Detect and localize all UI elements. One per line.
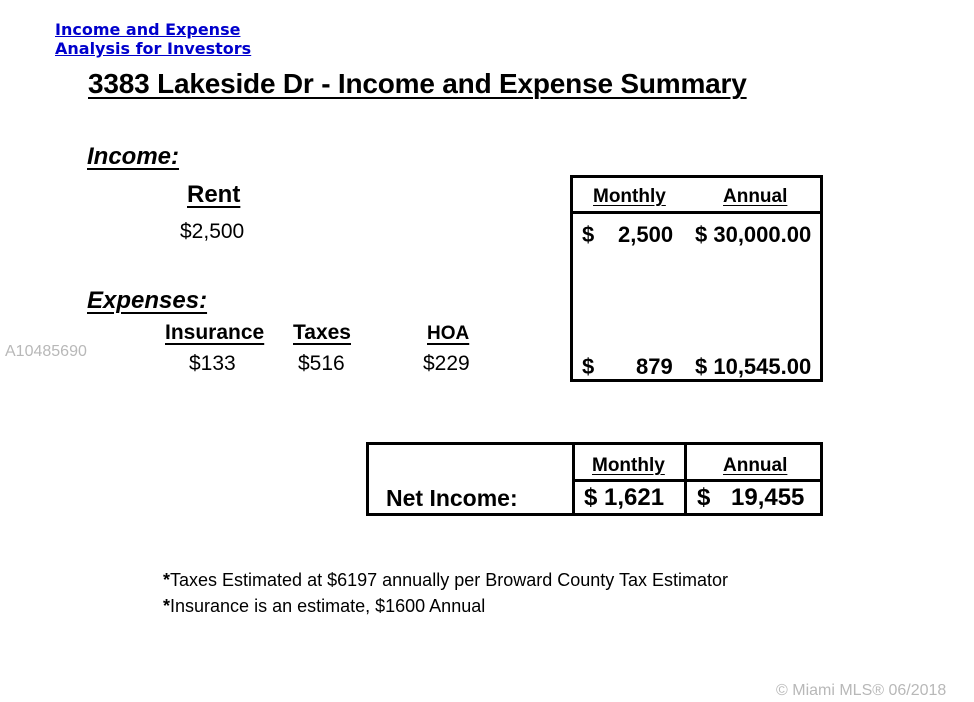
net-income-label: Net Income: bbox=[386, 485, 518, 511]
taxes-note bbox=[163, 570, 728, 591]
taxes-note-star: * bbox=[163, 570, 171, 590]
expense-dollar-sign: $ bbox=[582, 354, 595, 379]
copyright-watermark: © Miami MLS® 06/2018 bbox=[776, 682, 947, 699]
summary-table bbox=[570, 175, 823, 382]
rent-label: Rent bbox=[187, 181, 241, 208]
income-dollar-sign: $ bbox=[582, 222, 595, 247]
income-heading: Income: bbox=[87, 143, 180, 170]
expenses-heading: Expenses: bbox=[87, 287, 208, 314]
taxes-value: $516 bbox=[298, 352, 345, 375]
insurance-value: $133 bbox=[189, 352, 236, 375]
income-monthly-value: 2,500 bbox=[618, 222, 674, 247]
summary-annual-header: Annual bbox=[723, 186, 788, 207]
net-annual-dollar-sign: $ bbox=[697, 484, 711, 511]
net-annual-header: Annual bbox=[723, 455, 788, 476]
taxes-label: Taxes bbox=[293, 321, 351, 344]
net-monthly-value: $ 1,621 bbox=[584, 484, 665, 511]
taxes-note-text: Taxes Estimated at $6197 annually per Broward County Tax Estimator bbox=[170, 570, 728, 590]
income-expense-analysis-link[interactable] bbox=[55, 20, 251, 58]
expense-monthly-value: 879 bbox=[636, 354, 673, 379]
link-line-2: Analysis for Investors bbox=[55, 39, 252, 58]
hoa-value: $229 bbox=[423, 352, 470, 375]
income-annual-value: $ 30,000.00 bbox=[695, 222, 812, 247]
rent-value: $2,500 bbox=[180, 220, 245, 243]
hoa-label: HOA bbox=[427, 323, 470, 344]
net-monthly-header: Monthly bbox=[592, 455, 665, 476]
listing-id-watermark: A10485690 bbox=[5, 343, 87, 360]
summary-monthly-header: Monthly bbox=[593, 186, 666, 207]
link-line-1: Income and Expense bbox=[55, 20, 241, 39]
insurance-note-star: * bbox=[163, 596, 171, 616]
net-income-table bbox=[366, 442, 823, 516]
net-annual-value: 19,455 bbox=[731, 484, 805, 511]
insurance-note bbox=[163, 596, 485, 617]
summary-table-header-divider bbox=[573, 211, 820, 214]
net-table-header-divider bbox=[575, 479, 820, 482]
expense-annual-value: $ 10,545.00 bbox=[695, 354, 812, 379]
page-title: 3383 Lakeside Dr - Income and Expense Summary bbox=[88, 68, 747, 99]
insurance-note-text: Insurance is an estimate, $1600 Annual bbox=[170, 596, 486, 616]
insurance-label: Insurance bbox=[165, 321, 265, 344]
